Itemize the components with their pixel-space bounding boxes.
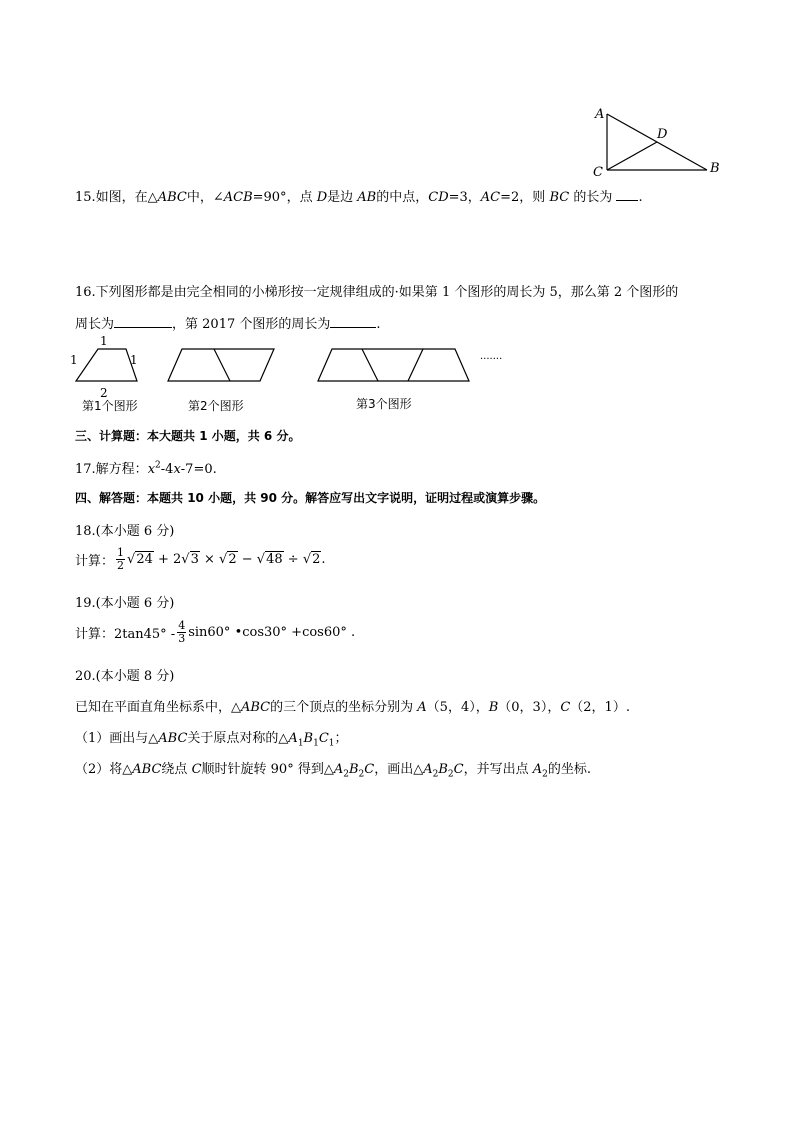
answer-blank[interactable] [616,188,638,201]
q20-text: 关于原点对称的△ [187,731,289,746]
q17-text: -7=0. [180,462,217,477]
q19-fraction [177,620,186,645]
fraction-denominator: 3 [178,632,186,645]
label-right: 1 [130,353,138,367]
q20-text: （2）将△ [75,762,133,777]
subscript: 2 [447,769,454,780]
q20-point-b: B [488,700,499,715]
q15-end: . [638,190,643,205]
q20-coord-a: （5，4）， [426,700,489,715]
vertex-b2: B [348,762,359,777]
trapezoid-2-outline [168,349,274,381]
q19-label: 计算：2tan45° - [75,627,176,642]
sqrt-3: √3 [181,552,199,567]
q20-text: 绕点 [161,762,192,777]
q17-exponent: 2 [155,460,161,471]
q17-var: x [147,462,156,477]
answer-blank[interactable] [114,315,172,328]
sec4-score: 90 [260,491,277,505]
q17-text: 17.解方程： [75,462,148,477]
q15-text: 中，∠ [186,190,224,205]
label-c: C [593,165,603,180]
operator: + 2 [153,552,182,567]
label-top: 1 [100,334,108,348]
sqrt-48: √48 [256,552,283,567]
operator: ÷ [283,552,303,567]
sec3-text: 分。 [272,429,301,443]
sqrt-2b: √2 [302,552,321,567]
radicand: 24 [136,552,153,567]
question-19-expression [75,620,355,645]
q20-point-c: C [191,762,202,777]
vertex-a1: A [288,731,298,746]
operator: × [199,552,220,567]
q17-var: x [173,462,181,477]
vertex-a2: A [532,762,543,777]
trapezoid-pattern-figure [60,332,520,414]
q15-text: 15.如图，在△ [75,190,158,205]
question-17 [75,458,217,477]
question-20-heading: 20.(本小题 8 分) [75,669,175,684]
q15-text: =90° [252,190,287,205]
q15-text: ，点 [286,190,317,205]
vertex-a2: A [333,762,344,777]
answer-blank[interactable] [330,315,376,328]
q16-text: ，第 2017 个图形的周长为 [172,317,331,332]
q20-triangle: ABC [241,700,271,715]
trapezoid-2-divider [214,349,230,381]
radicand: 3 [190,552,199,567]
subscript: 1 [297,738,304,749]
q20-text: 的坐标. [547,762,591,777]
question-18-expression [75,547,326,572]
sqrt-2: √2 [219,552,237,567]
q18-label: 计算： [75,554,115,569]
q15-ac: AC [480,190,501,205]
question-18-heading: 18.(本小题 6 分) [75,524,175,539]
fraction-numerator: 1 [117,546,125,559]
segment-cd [607,142,657,170]
question-16-line2 [75,313,381,332]
q15-point-d: D [316,190,328,205]
vertex-b1: B [303,731,314,746]
q20-text: ，并写出点 [463,762,533,777]
subscript: 1 [313,738,319,749]
q20-text: 的三个顶点的坐标分别为 [270,700,418,715]
question-20-part2 [75,758,591,780]
q15-text: =3， [448,190,481,205]
sec4-count: 10 [187,491,204,505]
q15-text: 的长为 [569,190,613,205]
caption-3: 第3个图形 [356,397,412,411]
q20-triangle: ABC [158,731,188,746]
q20-text: ； [334,731,348,746]
question-15 [75,186,643,205]
fraction-denominator: 2 [117,559,125,572]
q16-text: . [376,317,381,332]
vertex-c1: C [318,731,329,746]
label-d: D [657,127,668,142]
label-bottom: 2 [100,386,108,400]
q20-triangle: ABC [132,762,162,777]
vertex-c: C [453,762,464,777]
q20-coord-b: （0，3）， [498,700,561,715]
q20-text: ，画出△ [374,762,424,777]
q20-text: 已知在平面直角坐标系中，△ [75,700,241,715]
trapezoid-3-divider-b [408,349,423,381]
q15-bc: BC [549,190,570,205]
subscript: 2 [542,769,548,780]
triangle-figure [585,100,730,180]
trapezoid-1 [76,349,137,381]
radicand: 48 [266,552,283,567]
subscript: 2 [358,769,365,780]
label-a: A [595,107,605,122]
vertex-c: C [364,762,375,777]
q20-text: （1）画出与△ [75,731,159,746]
question-20-part1 [75,727,348,749]
question-16-line1: 16.下列图形都是由完全相同的小梯形按一定规律组成的·如果第 1 个图形的周长为 5，那么第 2 个图形的 [75,285,679,300]
q17-text: -4 [160,462,174,477]
q20-point-c: C [560,700,571,715]
question-20-statement [75,696,630,715]
sec3-score: 6 [263,429,273,443]
ellipsis: ······· [480,354,503,365]
q18-fraction [116,547,125,572]
section-4-heading [75,489,545,506]
q15-text: =2，则 [500,190,550,205]
label-b: B [710,161,720,176]
sec4-text: 四、解答题：本题共 [75,491,188,505]
sec3-text: 三、计算题：本大题共 [75,429,200,443]
subscript: 2 [432,769,439,780]
q20-point-a: A [417,700,427,715]
q15-cd: CD [428,190,449,205]
vertex-a2: A [423,762,433,777]
sec4-text: 小题，共 [203,491,261,505]
q16-text: 周长为 [75,317,115,332]
q20-coord-c: （2，1）. [570,700,630,715]
q15-angle: ACB [223,190,253,205]
subscript: 1 [328,738,335,749]
trapezoid-3-outline [318,349,469,381]
radicand: 2 [228,552,237,567]
fraction-numerator: 4 [178,619,186,632]
radicand: 2 [312,552,321,567]
caption-2: 第2个图形 [188,399,244,413]
q15-side-ab: AB [357,190,377,205]
caption-1: 第1个图形 [82,399,138,413]
vertex-b2: B [438,762,448,777]
q15-triangle: ABC [157,190,187,205]
trapezoid-3-divider-a [362,349,378,381]
q18-end: . [321,552,326,567]
q19-tail: sin60° •cos30° +cos60° . [188,625,356,640]
q15-text: 的中点， [376,190,429,205]
sec3-count: 1 [199,429,208,443]
sqrt-24: √24 [127,552,153,567]
sec4-text: 分。解答应写出文字说明，证明过程或演算步骤。 [276,491,546,505]
q15-text: 是边 [327,190,358,205]
question-19-heading: 19.(本小题 6 分) [75,596,175,611]
operator: − [237,552,257,567]
sec3-text: 小题，共 [207,429,264,443]
section-3-heading [75,427,300,444]
subscript: 2 [343,769,349,780]
label-left: 1 [70,353,78,367]
q20-text: 顺时针旋转 90° 得到△ [201,762,334,777]
